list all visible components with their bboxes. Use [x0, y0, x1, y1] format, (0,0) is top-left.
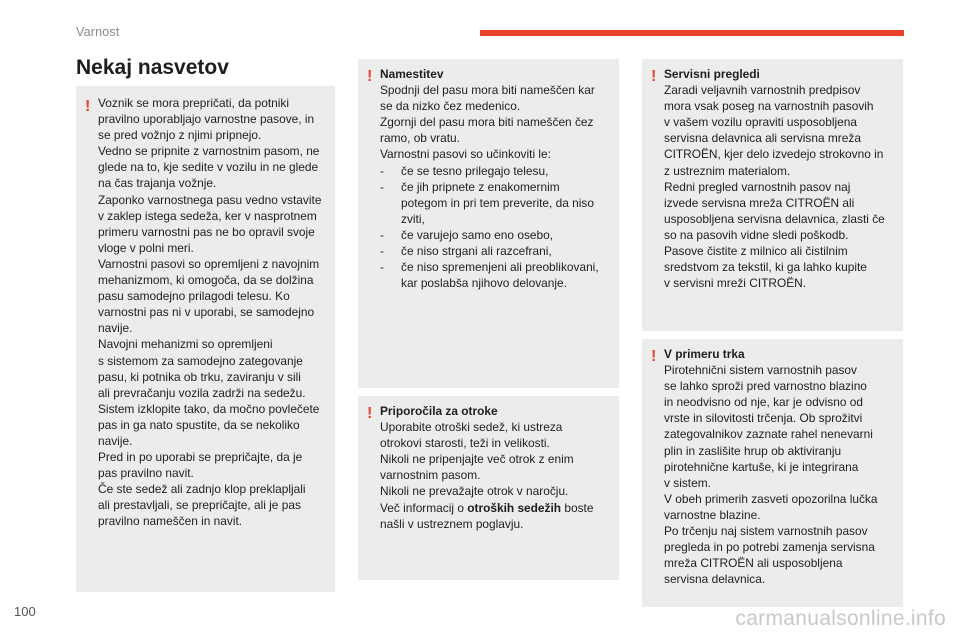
service-inspections-box: [642, 59, 903, 331]
box-text-line: CITROËN, kjer delo izvedejo strokovno in: [664, 147, 884, 162]
warning-icon: !: [85, 98, 91, 115]
box-text-line: Sistem izklopite tako, da močno povlečete: [98, 401, 320, 416]
box-text-line: se lahko sproži pred varnostno blazino: [664, 379, 867, 394]
box-text-line: navije.: [98, 321, 133, 336]
box-text-line: pravilno nameščen in navit.: [98, 514, 243, 529]
seatbelt-general-warning-box: [76, 86, 335, 592]
box-text-line: Po trčenju naj sistem varnostnih pasov: [664, 524, 868, 539]
box-text: [380, 82, 609, 162]
box-text-line: s sistemom za samodejno zategovanje: [98, 353, 303, 368]
header-accent-bar: [480, 30, 904, 36]
box-text-line: so na pasovih vidne sledi poškodb.: [664, 227, 849, 242]
box-text-line: na čas trajanja vožnje.: [98, 176, 217, 191]
box-text-line: Pred in po uporabi se prepričajte, da je: [98, 450, 303, 465]
page-title: Nekaj nasvetov: [76, 56, 229, 79]
box-text-line: varnostne blazine.: [664, 507, 761, 522]
warning-icon: !: [651, 348, 657, 365]
box-text: [380, 419, 609, 499]
box-text-line: Nikoli ne pripenjajte več otrok z enim: [380, 452, 574, 467]
box-title: Priporočila za otroke: [380, 404, 498, 418]
box-text-line: pas in ga nato spustite, da se nekoliko: [98, 417, 300, 432]
box-text-line: Varnostni pasovi so učinkoviti le:: [380, 147, 551, 162]
child-seats-reference: otroških sedežih: [467, 500, 562, 515]
warning-icon: !: [651, 68, 657, 85]
box-text-line: ramo, ob vratu.: [380, 131, 460, 146]
box-text-line: Zaradi veljavnih varnostnih predpisov: [664, 83, 861, 98]
box-title: Servisni pregledi: [664, 67, 760, 81]
box-text-line: se da nizko čez medenico.: [380, 99, 521, 114]
box-text-line: pasu, ki potnika ob trku, zaviranju v sili: [98, 369, 301, 384]
box-title: Namestitev: [380, 67, 444, 81]
box-title: V primeru trka: [664, 347, 745, 361]
box-text-line: z ustreznim materialom.: [664, 163, 791, 178]
box-text-line: izvede servisna mreža CITROËN ali: [664, 195, 855, 210]
box-text-line: ali prestavljali, se prepričajte, ali je pas: [98, 498, 301, 513]
list-item-continuation: kar poslabša njihovo delovanje.: [401, 276, 567, 291]
box-text-line: servisna delavnica ali servisna mreža: [664, 131, 861, 146]
box-text-line: v vašem vozilu opraviti usposobljena: [664, 115, 857, 130]
box-text-line: Več informacij o otroških sedežih boste: [380, 500, 594, 515]
box-text: [664, 82, 893, 291]
page-number: 100: [14, 604, 36, 619]
box-text-line: v servisni mreži CITROËN.: [664, 276, 807, 291]
box-text-line: pregleda in po potrebi zamenja servisna: [664, 540, 875, 555]
list-item-continuation: zviti,: [401, 211, 425, 226]
box-text-line: varnostni pas ni v uporabi, se samodejno: [98, 305, 315, 320]
box-text-line: plin in zaslišite hrup ob aktiviranju: [664, 443, 842, 458]
box-text-line: ali prevračanju vozila zadrži na sedežu.: [98, 385, 306, 400]
box-text-line: Navojni mehanizmi so opremljeni: [98, 337, 273, 352]
list-item: - če niso spremenjeni ali preoblikovani,: [380, 260, 599, 275]
box-text-line: v zaklep istega sedeža, ker v nasprotnem: [98, 208, 317, 223]
box-text-line: servisna delavnica.: [664, 572, 766, 587]
box-text-line: in neodvisno od nje, kar je odvisno od: [664, 395, 863, 410]
child-recommendations-box: [358, 396, 619, 580]
list-item: - če niso strgani ali razcefrani,: [380, 244, 552, 259]
box-text-line: Zgornji del pasu mora biti nameščen čez: [380, 115, 594, 130]
box-text-line: Spodnji del pasu mora biti nameščen kar: [380, 83, 595, 98]
box-text-line: Zaponko varnostnega pasu vedno vstavite: [98, 192, 322, 207]
watermark: carmanualsonline.info: [735, 607, 946, 630]
box-text-line: Nikoli ne prevažajte otrok v naročju.: [380, 484, 569, 499]
box-text-line: Uporabite otroški sedež, ki ustreza: [380, 420, 563, 435]
box-text-line: Voznik se mora prepričati, da potniki: [98, 96, 290, 110]
installation-box: [358, 59, 619, 388]
box-text-line: pas pravilno navit.: [98, 466, 194, 481]
box-text-line: vrste in silovitosti trčenja. Ob sprožitvi: [664, 411, 863, 426]
box-text: [664, 362, 893, 587]
section-label: Varnost: [76, 25, 120, 39]
list-item-continuation: potegom in pri tem preverite, da niso: [401, 195, 594, 210]
box-text-line: varnostnim pasom.: [380, 468, 481, 483]
box-text-line: Če ste sedež ali zadnjo klop preklapljali: [98, 482, 306, 497]
box-text-line: Varnostni pasovi so opremljeni z navojnim: [98, 256, 320, 271]
box-text-line: usposobljena servisna delavnica, zlasti če: [664, 211, 885, 226]
box-text-line: mehanizmom, ki omogoča, da se dolžina: [98, 273, 314, 288]
box-text-line: navije.: [98, 433, 133, 448]
box-text-line: pravilno uporabljajo varnostne pasove, in: [98, 112, 315, 127]
box-text-line: v sistem.: [664, 475, 711, 490]
warning-icon: !: [367, 68, 373, 85]
box-text-line: mora vsak poseg na varnostnih pasovih: [664, 99, 874, 114]
list-item: - če jih pripnete z enakomernim: [380, 179, 560, 194]
box-text-line: se pred vožnjo z njimi pripnejo.: [98, 128, 262, 143]
box-text-line: sredstvom za tekstil, ki ga lahko kupite: [664, 260, 867, 275]
list-item: - če varujejo samo eno osebo,: [380, 227, 554, 242]
box-text-line: primeru varnostni pas ne bo opravil svoje: [98, 224, 315, 239]
box-text-line: Pirotehnični sistem varnostnih pasov: [664, 363, 857, 378]
box-text-line: Vedno se pripnite z varnostnim pasom, ne: [98, 144, 320, 159]
box-text: [98, 95, 325, 530]
box-text-line: glede na to, kje sedite v vozilu in ne glede: [98, 160, 319, 175]
box-text-line: zategovalnikov zaznate rahel nenevarni: [664, 427, 873, 442]
collision-box: [642, 339, 903, 607]
list-item: - če se tesno prilegajo telesu,: [380, 163, 549, 178]
box-text-line: mreža CITROËN ali usposobljena: [664, 556, 843, 571]
box-text-line: našli v ustreznem poglavju.: [380, 516, 524, 531]
box-text-line: pirotehnične kartuše, ki je integrirana: [664, 459, 859, 474]
box-text-line: pasu samodejno prilagodi telesu. Ko: [98, 289, 290, 304]
box-text-line: vloge v polni meri.: [98, 240, 194, 255]
warning-icon: !: [367, 405, 373, 422]
box-text-line: Redni pregled varnostnih pasov naj: [664, 179, 851, 194]
box-text-line: V obeh primerih zasveti opozorilna lučka: [664, 491, 878, 506]
box-text-line: otrokovi starosti, teži in velikosti.: [380, 436, 550, 451]
box-text-line: Pasove čistite z milnico ali čistilnim: [664, 244, 848, 259]
